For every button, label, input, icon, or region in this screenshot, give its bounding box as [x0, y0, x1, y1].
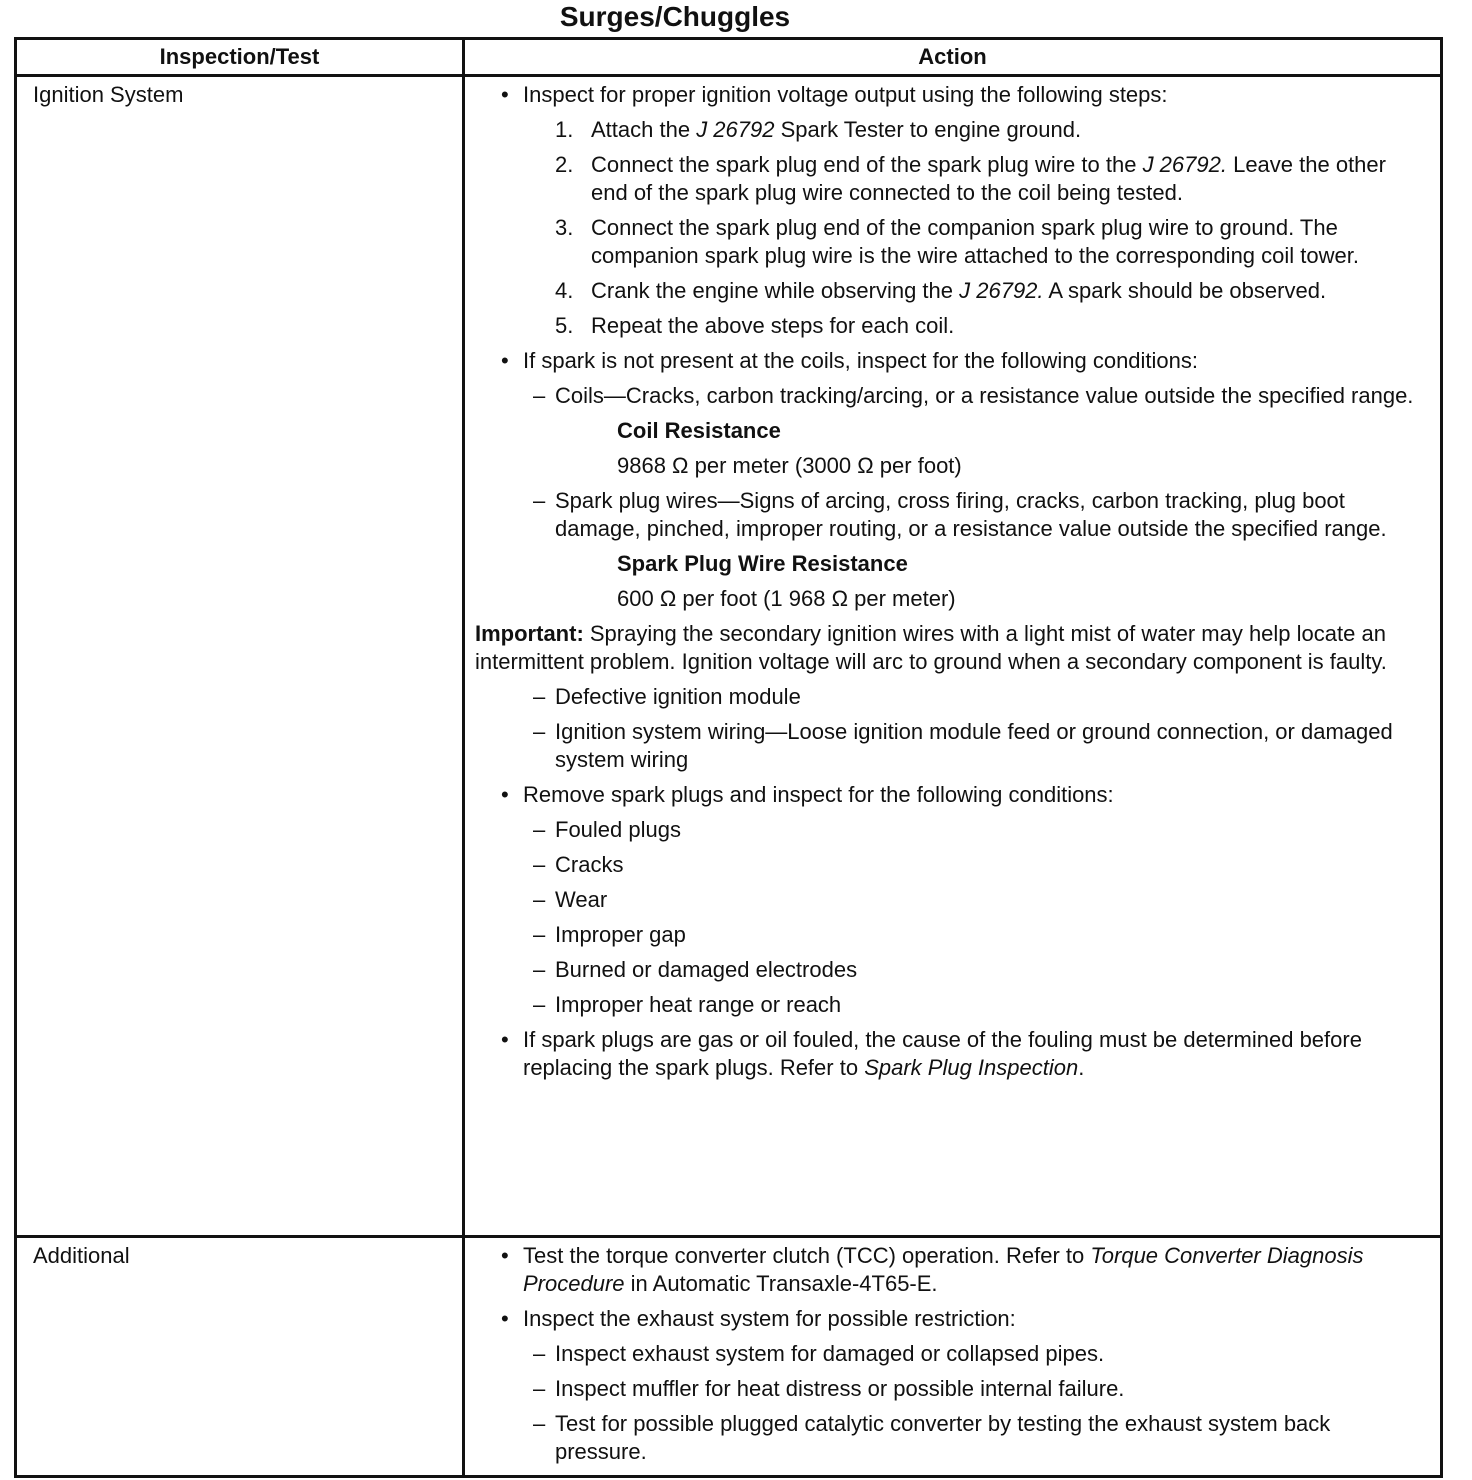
bullet-item: [475, 1026, 1422, 1082]
wire-resistance-title: Spark Plug Wire Resistance: [617, 551, 908, 576]
tool-reference: J 26792: [696, 117, 775, 142]
bullet-text: Test the torque converter clutch (TCC) operation. Refer to: [523, 1243, 1091, 1268]
diagnosis-table: [14, 37, 1443, 1478]
test-name: Ignition System: [16, 76, 464, 1237]
bullet-item: • Inspect the exhaust system for possible restriction:: [475, 1305, 1422, 1333]
important-note: [475, 620, 1422, 676]
dash-item: – Fouled plugs: [475, 816, 1422, 844]
tool-reference: J 26792.: [959, 278, 1044, 303]
bullet-item: • Inspect for proper ignition voltage output using the following steps:: [475, 81, 1422, 109]
dash-item: – Defective ignition module: [475, 683, 1422, 711]
procedure-reference: Torque Converter Diagnosis Procedure: [523, 1243, 1364, 1296]
dash-item: – Burned or damaged electrodes: [475, 956, 1422, 984]
test-name: Additional: [16, 1237, 464, 1477]
step-text: Connect the spark plug end of the spark plug wire to the: [591, 152, 1143, 177]
step-number: 5.: [555, 313, 574, 338]
step-text: Attach the: [591, 117, 697, 142]
action-cell: [464, 1237, 1442, 1477]
dash-item: – Coils—Cracks, carbon tracking/arcing, or a resistance value outside the specified range.: [475, 382, 1422, 410]
step-text: Crank the engine while observing the: [591, 278, 960, 303]
wire-resistance-value: 600 Ω per foot (1 968 Ω per meter): [617, 586, 956, 611]
header-action: Action: [464, 39, 1442, 76]
table-row-additional: [16, 1237, 1442, 1477]
tool-reference: J 26792.: [1142, 152, 1227, 177]
action-cell: [464, 76, 1442, 1237]
step-text: A spark should be observed.: [1043, 278, 1327, 303]
step-text: Leave the other end of the spark plug wire connected to the coil being tested.: [591, 152, 1386, 205]
step-text: Connect the spark plug end of the companion spark plug wire to ground. The companion spark plug wire is the wire attached to the corresponding coil tower.: [591, 215, 1359, 268]
bullet-item: • If spark is not present at the coils, inspect for the following conditions:: [475, 347, 1422, 375]
step-item: [475, 214, 1422, 270]
important-text: Spraying the secondary ignition wires with a light mist of water may help locate an intermittent problem. Ignition voltage will arc to ground when a secondary component is faulty.: [475, 621, 1387, 674]
step-text: Repeat the above steps for each coil.: [591, 313, 955, 338]
table-header-row: [16, 39, 1442, 76]
step-number: 2.: [555, 152, 574, 177]
important-label: Important:: [475, 621, 584, 646]
dash-item: – Ignition system wiring—Loose ignition module feed or ground connection, or damaged system wiring: [475, 718, 1422, 774]
page-title: Surges/Chuggles: [559, 1, 791, 32]
bullet-text: in Automatic Transaxle-4T65-E.: [624, 1271, 938, 1296]
dash-item: – Improper gap: [475, 921, 1422, 949]
step-item: [475, 151, 1422, 207]
step-item: [475, 312, 1422, 340]
dash-item: – Wear: [475, 886, 1422, 914]
dash-item: – Cracks: [475, 851, 1422, 879]
bullet-text: .: [1078, 1055, 1085, 1080]
dash-item: – Inspect muffler for heat distress or possible internal failure.: [475, 1375, 1422, 1403]
coil-resistance-value: 9868 Ω per meter (3000 Ω per foot): [617, 453, 962, 478]
procedure-reference: Spark Plug Inspection: [864, 1055, 1079, 1080]
bullet-item: • Remove spark plugs and inspect for the following conditions:: [475, 781, 1422, 809]
bullet-text: If spark plugs are gas or oil fouled, the cause of the fouling must be determined before replacing the spark plugs. Refer to: [523, 1027, 1362, 1080]
step-text: Spark Tester to engine ground.: [774, 117, 1082, 142]
step-number: 3.: [555, 215, 574, 240]
coil-resistance-title: Coil Resistance: [617, 418, 781, 443]
dash-item: – Inspect exhaust system for damaged or collapsed pipes.: [475, 1340, 1422, 1368]
table-row-ignition-system: [16, 76, 1442, 1237]
header-inspection-test: Inspection/Test: [16, 39, 464, 76]
dash-item: – Improper heat range or reach: [475, 991, 1422, 1019]
step-number: 1.: [555, 117, 574, 142]
step-item: [475, 277, 1422, 305]
bullet-item: [475, 1242, 1422, 1298]
dash-item: – Test for possible plugged catalytic converter by testing the exhaust system back pressure.: [475, 1410, 1422, 1466]
step-item: [475, 116, 1422, 144]
step-number: 4.: [555, 278, 574, 303]
dash-item: – Spark plug wires—Signs of arcing, cross firing, cracks, carbon tracking, plug boot damage, pinched, improper routing, or a resistance value outside the specified range.: [475, 487, 1422, 543]
